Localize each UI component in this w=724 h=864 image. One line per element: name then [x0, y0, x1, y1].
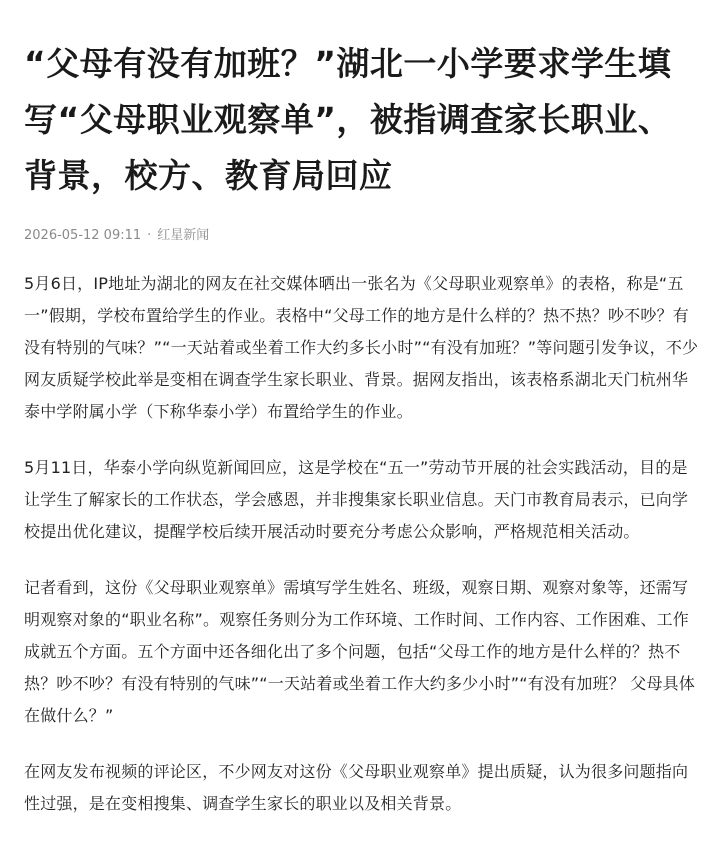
article-body	[24, 268, 700, 820]
article-title: “父母有没有加班？”湖北一小学要求学生填写“父母职业观察单”，被指调查家长职业、背景，校方、教育局回应	[24, 44, 672, 195]
publish-datetime: 2026-05-12 09:11	[24, 228, 142, 243]
article-meta	[24, 226, 700, 246]
paragraph: 5月6日，IP地址为湖北的网友在社交媒体晒出一张名为《父母职业观察单》的表格，称是“五一”假期，学校布置给学生的作业。表格中“父母工作的地方是什么样的？热不热？吵不吵？有没有特别的气味？”“一天站着或坐着工作大约多长小时”“有没有加班？”等问题引发争议，不少网友质疑学校此举是变相在调查学生家长职业、背景。据网友指出，该表格系湖北天门杭州华泰中学附属小学（下称华泰小学）布置给学生的作业。	[24, 274, 699, 421]
paragraph: 在网友发布视频的评论区，不少网友对这份《父母职业观察单》提出质疑，认为很多问题指向性过强，是在变相搜集、调查学生家长的职业以及相关背景。	[24, 762, 689, 813]
paragraph: 5月11日，华泰小学向纵览新闻回应，这是学校在“五一”劳动节开展的社会实践活动，目的是让学生了解家长的工作状态，学会感恩，并非搜集家长职业信息。天门市教育局表示，已向学校提出优化建议，提醒学校后续开展活动时要充分考虑公众影响，严格规范相关活动。	[24, 458, 689, 541]
news-source[interactable]: 红星新闻	[157, 228, 210, 243]
meta-separator: ·	[147, 228, 152, 243]
paragraph: 记者看到，这份《父母职业观察单》需填写学生姓名、班级，观察日期、观察对象等，还需写明观察对象的“职业名称”。观察任务则分为工作环境、工作时间、工作内容、工作困难、工作成就五个方面。五个方面中还各细化出了多个问题，包括“父母工作的地方是什么样的？热不热？吵不吵？有没有特别的气味”“一天站着或坐着工作大约多少小时”“有没有加班？ 父母具体在做什么？”	[24, 578, 696, 725]
